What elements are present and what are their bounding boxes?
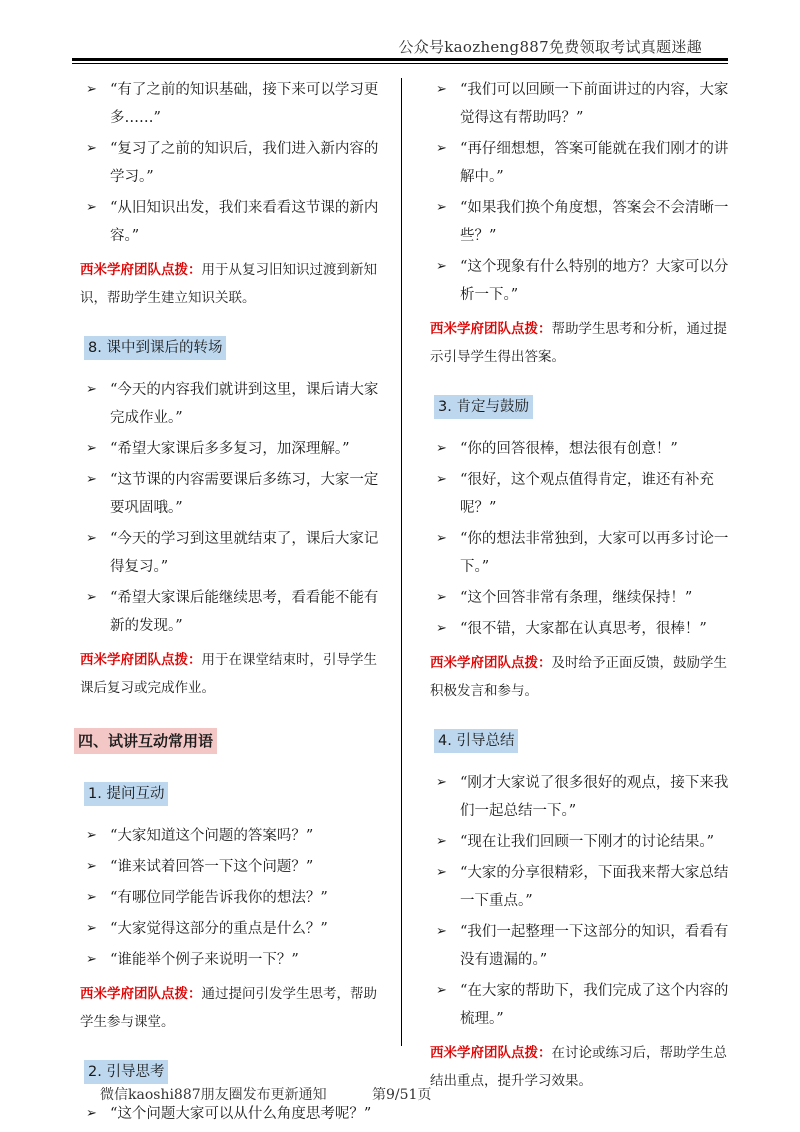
list-item: ➢ “如果我们换个角度想，答案会不会清晰一些？” xyxy=(430,194,738,250)
page-number: 第9/51页 xyxy=(372,1087,432,1103)
tip-note: 西米学府团队点拨：通过提问引发学生思考，帮助学生参与课堂。 xyxy=(80,986,377,1030)
list-item: ➢ “谁能举个例子来说明一下？” xyxy=(80,946,386,974)
tip-note: 西米学府团队点拨：及时给予正面反馈，鼓励学生积极发言和参与。 xyxy=(430,655,727,699)
arrow-bullet-icon: ➢ xyxy=(86,82,97,97)
arrow-bullet-icon: ➢ xyxy=(86,952,97,967)
list-item: ➢ “你的想法非常独到，大家可以再多讨论一下。” xyxy=(430,525,738,581)
list-item: ➢ “在大家的帮助下，我们完成了这个内容的梳理。” xyxy=(430,977,738,1033)
list-item: ➢ “从旧知识出发，我们来看看这节课的新内容。” xyxy=(80,194,386,250)
list-item: ➢ “谁来试着回答一下这个问题？” xyxy=(80,853,386,881)
bullet-list xyxy=(80,822,386,974)
section-heading: 3. 肯定与鼓励 xyxy=(434,395,533,419)
section-heading: 2. 引导思考 xyxy=(84,1060,168,1084)
tip-note: 西米学府团队点拨：在讨论或练习后，帮助学生总结出重点，提升学习效果。 xyxy=(430,1045,727,1089)
left-column xyxy=(80,76,386,1131)
arrow-bullet-icon: ➢ xyxy=(436,834,447,849)
arrow-bullet-icon: ➢ xyxy=(86,890,97,905)
arrow-bullet-icon: ➢ xyxy=(436,472,447,487)
list-item: ➢ “希望大家课后多多复习，加深理解。” xyxy=(80,435,386,463)
arrow-bullet-icon: ➢ xyxy=(436,441,447,456)
list-item: ➢ “有哪位同学能告诉我你的想法？” xyxy=(80,884,386,912)
tip-note: 西米学府团队点拨：帮助学生思考和分析，通过提示引导学生得出答案。 xyxy=(430,321,727,365)
list-item: ➢ “这节课的内容需要课后多练习，大家一定要巩固哦。” xyxy=(80,466,386,522)
column-divider xyxy=(401,78,402,1046)
header-rule-thin xyxy=(72,63,728,64)
bullet-list xyxy=(80,376,386,640)
arrow-bullet-icon: ➢ xyxy=(86,859,97,874)
list-item: ➢ “很不错，大家都在认真思考，很棒！” xyxy=(430,615,738,643)
list-item: ➢ “这个回答非常有条理，继续保持！” xyxy=(430,584,738,612)
list-item: ➢ “大家的分享很精彩，下面我来帮大家总结一下重点。” xyxy=(430,859,738,915)
arrow-bullet-icon: ➢ xyxy=(86,472,97,487)
arrow-bullet-icon: ➢ xyxy=(436,865,447,880)
list-item: ➢ “复习了之前的知识后，我们进入新内容的学习。” xyxy=(80,135,386,191)
list-item: ➢ “刚才大家说了很多很好的观点，接下来我们一起总结一下。” xyxy=(430,769,738,825)
list-item: ➢ “现在让我们回顾一下刚才的讨论结果。” xyxy=(430,828,738,856)
chapter-heading: 四、试讲互动常用语 xyxy=(74,728,217,754)
list-item: ➢ “大家觉得这部分的重点是什么？” xyxy=(80,915,386,943)
tip-note: 西米学府团队点拨：用于从复习旧知识过渡到新知识，帮助学生建立知识关联。 xyxy=(80,262,377,306)
list-item: ➢ “我们可以回顾一下前面讲过的内容，大家觉得这有帮助吗？” xyxy=(430,76,738,132)
arrow-bullet-icon: ➢ xyxy=(436,531,447,546)
list-item: ➢ “你的回答很棒，想法很有创意！” xyxy=(430,435,738,463)
header-rule-thick xyxy=(72,58,728,61)
section-heading: 1. 提问互动 xyxy=(84,782,168,806)
list-item: ➢ “有了之前的知识基础，接下来可以学习更多……” xyxy=(80,76,386,132)
bullet-list xyxy=(80,1100,386,1128)
arrow-bullet-icon: ➢ xyxy=(86,590,97,605)
bullet-list xyxy=(80,76,386,250)
bullet-list xyxy=(430,769,738,1033)
arrow-bullet-icon: ➢ xyxy=(436,775,447,790)
arrow-bullet-icon: ➢ xyxy=(436,200,447,215)
arrow-bullet-icon: ➢ xyxy=(86,828,97,843)
list-item: ➢ “很好，这个观点值得肯定，谁还有补充呢？” xyxy=(430,466,738,522)
list-item: ➢ “这个问题大家可以从什么角度思考呢？” xyxy=(80,1100,386,1128)
arrow-bullet-icon: ➢ xyxy=(436,983,447,998)
arrow-bullet-icon: ➢ xyxy=(86,382,97,397)
list-item: ➢ “再仔细想想，答案可能就在我们刚才的讲解中。” xyxy=(430,135,738,191)
arrow-bullet-icon: ➢ xyxy=(86,921,97,936)
list-item: ➢ “希望大家课后能继续思考，看看能不能有新的发现。” xyxy=(80,584,386,640)
arrow-bullet-icon: ➢ xyxy=(436,259,447,274)
list-item: ➢ “这个现象有什么特别的地方？大家可以分析一下。” xyxy=(430,253,738,309)
arrow-bullet-icon: ➢ xyxy=(86,141,97,156)
arrow-bullet-icon: ➢ xyxy=(436,141,447,156)
arrow-bullet-icon: ➢ xyxy=(86,531,97,546)
arrow-bullet-icon: ➢ xyxy=(86,441,97,456)
arrow-bullet-icon: ➢ xyxy=(436,590,447,605)
section-heading: 8. 课中到课后的转场 xyxy=(84,336,226,360)
footer-notice: 微信kaoshi887朋友圈发布更新通知 xyxy=(100,1087,327,1103)
tip-note: 西米学府团队点拨：用于在课堂结束时，引导学生课后复习或完成作业。 xyxy=(80,652,377,696)
arrow-bullet-icon: ➢ xyxy=(436,82,447,97)
arrow-bullet-icon: ➢ xyxy=(436,924,447,939)
page-header: 公众号kaozheng887免费领取考试真题迷趣 xyxy=(398,38,702,56)
arrow-bullet-icon: ➢ xyxy=(86,1106,97,1121)
bullet-list xyxy=(430,76,738,309)
list-item: ➢ “大家知道这个问题的答案吗？” xyxy=(80,822,386,850)
arrow-bullet-icon: ➢ xyxy=(86,200,97,215)
list-item: ➢ “我们一起整理一下这部分的知识，看看有没有遗漏的。” xyxy=(430,918,738,974)
arrow-bullet-icon: ➢ xyxy=(436,621,447,636)
list-item: ➢ “今天的内容我们就讲到这里，课后请大家完成作业。” xyxy=(80,376,386,432)
list-item: ➢ “今天的学习到这里就结束了，课后大家记得复习。” xyxy=(80,525,386,581)
right-column xyxy=(430,76,738,1109)
section-heading: 4. 引导总结 xyxy=(434,729,518,753)
bullet-list xyxy=(430,435,738,643)
